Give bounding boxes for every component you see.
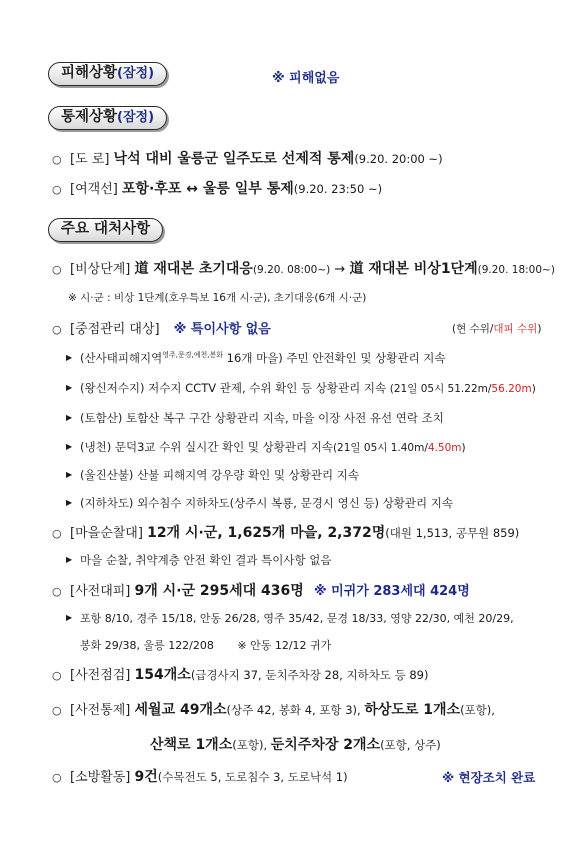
control-road-row [52,148,443,168]
evac-line2: 봉화 29/38, 울릉 122/208 [80,639,214,652]
fire-row [52,766,348,786]
circle-bullet-icon: ○ [52,771,62,784]
circle-bullet-icon: ○ [52,669,62,682]
legend-current: (현 수위/ [452,323,494,335]
emergency-label: [비상단계] [70,262,131,277]
emergency-arrow: → [334,262,346,277]
prectrl-c: 산책로 1개소 [150,737,233,753]
damage-paren: (잠정) [117,66,155,81]
patrol-row [52,522,519,542]
ferry-text: 포항·후포 ↔ 울릉 일부 통제 [121,181,294,197]
focus-item-level: (21일 05시 1.40m/ [332,442,428,454]
triangle-bullet-icon: ▶ [66,413,73,422]
circle-bullet-icon: ○ [52,323,62,336]
triangle-bullet-icon: ▶ [66,613,73,622]
focus-item-level-close: ) [531,383,536,395]
prectrl-a-detail: (상주 42, 봉화 4, 포항 3), [226,703,365,717]
triangle-bullet-icon: ▶ [66,555,73,564]
prectrl-label: [사전통제] [70,703,131,718]
focus-note: ※ 특이사항 없음 [173,322,271,337]
ferry-time: (9.20. 23:50 ~) [293,182,383,196]
fire-detail: (수목전도 5, 도로침수 3, 도로낙석 1) [157,770,348,784]
focus-item-sup: 영주,문경,예천,봉화 [162,351,224,360]
focus-item-text: (냉천) 문덕3교 수위 실시간 확인 및 상황관리 지속 [80,440,333,454]
focus-item-evac-level: 4.50m [427,442,462,454]
patrol-text: 12개 시·군, 1,625개 마을, 2,372명 [147,525,386,541]
circle-bullet-icon: ○ [52,527,62,540]
evac-note: ※ 미귀가 283세대 424명 [313,584,470,599]
emergency-b-time: (9.20. 18:00~) [477,264,555,276]
focus-item-text: (토함산) 토함산 복구 구간 상황관리 지속, 마을 이장 사전 유선 연락 조치 [80,411,444,425]
triangle-bullet-icon: ▶ [66,353,73,362]
patrol-sub-text: 마을 순찰, 취약계층 안전 확인 결과 특이사항 없음 [80,553,332,567]
legend-close: ) [537,323,542,335]
focus-item-text: (왕신저수지) 저수지 CCTV 관제, 수위 확인 등 상황관리 지속 [80,381,390,395]
fire-label: [소방활동] [70,770,131,785]
triangle-bullet-icon: ▶ [66,383,73,392]
emergency-a-time: (9.20. 08:00~) [252,264,331,276]
focus-item-text: 16개 마을) 주민 안전확인 및 상황관리 지속 [223,351,446,365]
circle-bullet-icon: ○ [52,263,62,276]
focus-item-text: (산사태피해지역 [80,351,163,365]
inspect-text: 154개소 [134,667,191,683]
focus-item-level: (21일 05시 51.22m/ [389,383,492,395]
measures-section-header [48,218,163,242]
focus-item-text: (지하차도) 외수침수 지하차도(상주시 복룡, 문경시 영신 등) 상황관리 지속 [80,496,454,510]
focus-item-reservoir [66,380,536,396]
emergency-b: 道 재대본 비상1단계 [349,261,478,277]
control-ferry-row [52,178,382,198]
evac-detail-1 [66,610,514,626]
focus-item-underpass [66,495,453,511]
circle-bullet-icon: ○ [52,183,62,196]
prectrl-row-2 [150,734,441,754]
prectrl-d-detail: (포항, 상주) [380,738,441,752]
patrol-label: [마을순찰대] [70,526,143,541]
focus-item-landslide [66,350,445,366]
fire-text: 9건 [134,769,158,785]
focus-row [52,318,271,337]
control-section-header [48,106,167,130]
evac-label: [사전대피] [70,584,131,599]
emergency-row [52,258,555,278]
focus-item-tohamsan [66,410,444,426]
damage-section-header [48,62,167,86]
evac-row [52,580,470,600]
focus-item-evac-level: 56.20m [491,383,532,395]
focus-item-wildfire [66,467,359,483]
inspect-detail: (급경사지 37, 둔치주차장 28, 지하차도 등 89) [190,668,429,682]
focus-label: [중점관리 대상] [70,322,160,337]
prectrl-row [52,699,495,719]
triangle-bullet-icon: ▶ [66,498,73,507]
circle-bullet-icon: ○ [52,704,62,717]
damage-note: ※ 피해없음 [272,71,340,86]
inspect-label: [사전점검] [70,668,131,683]
evac-text: 9개 시·군 295세대 436명 [134,583,304,599]
ferry-label: [여객선] [70,182,118,197]
evac-detail-2 [80,637,331,653]
inspect-row [52,664,428,684]
county-note: ※ 시·군 : 비상 1단계(호우특보 16개 시·군), 초기대응(6개 시·군) [68,292,367,304]
prectrl-c-detail: (포항), [232,738,271,752]
prectrl-a: 세월교 49개소 [134,702,227,718]
legend-evac: 대피 수위 [493,323,538,335]
circle-bullet-icon: ○ [52,153,62,166]
triangle-bullet-icon: ▶ [66,442,73,451]
prectrl-d: 둔치주차장 2개소 [270,737,381,753]
emergency-a: 道 재대본 초기대응 [134,261,253,277]
evac-line1: 포항 8/10, 경주 15/18, 안동 26/28, 영주 35/42, 문경 18/33, 영양 22/30, 예천 20/29, [80,612,514,625]
water-level-legend [452,321,541,336]
focus-item-text: (울진산불) 산불 피해지역 강우량 확인 및 상황관리 지속 [80,468,359,482]
patrol-sub [66,552,331,568]
circle-bullet-icon: ○ [52,585,62,598]
focus-item-level-close: ) [461,442,466,454]
evac-line2-note: ※ 안동 12/12 귀가 [237,639,332,652]
road-time: (9.20. 20:00 ~) [354,152,443,166]
damage-title: 피해상황 [61,65,118,81]
road-text: 낙석 대비 울릉군 일주도로 선제적 통제 [113,151,355,167]
triangle-bullet-icon: ▶ [66,470,73,479]
focus-item-naengcheon [66,439,466,455]
measures-title: 주요 대처사항 [61,221,151,237]
control-title: 통제상황 [61,109,118,125]
patrol-detail: (대원 1,513, 공무원 859) [385,526,520,540]
prectrl-b-detail: (포항), [460,703,495,717]
prectrl-b: 하상도로 1개소 [364,702,461,718]
fire-note: ※ 현장조치 완료 [442,770,536,785]
control-paren: (잠정) [117,110,155,125]
road-label: [도 로] [70,152,110,167]
